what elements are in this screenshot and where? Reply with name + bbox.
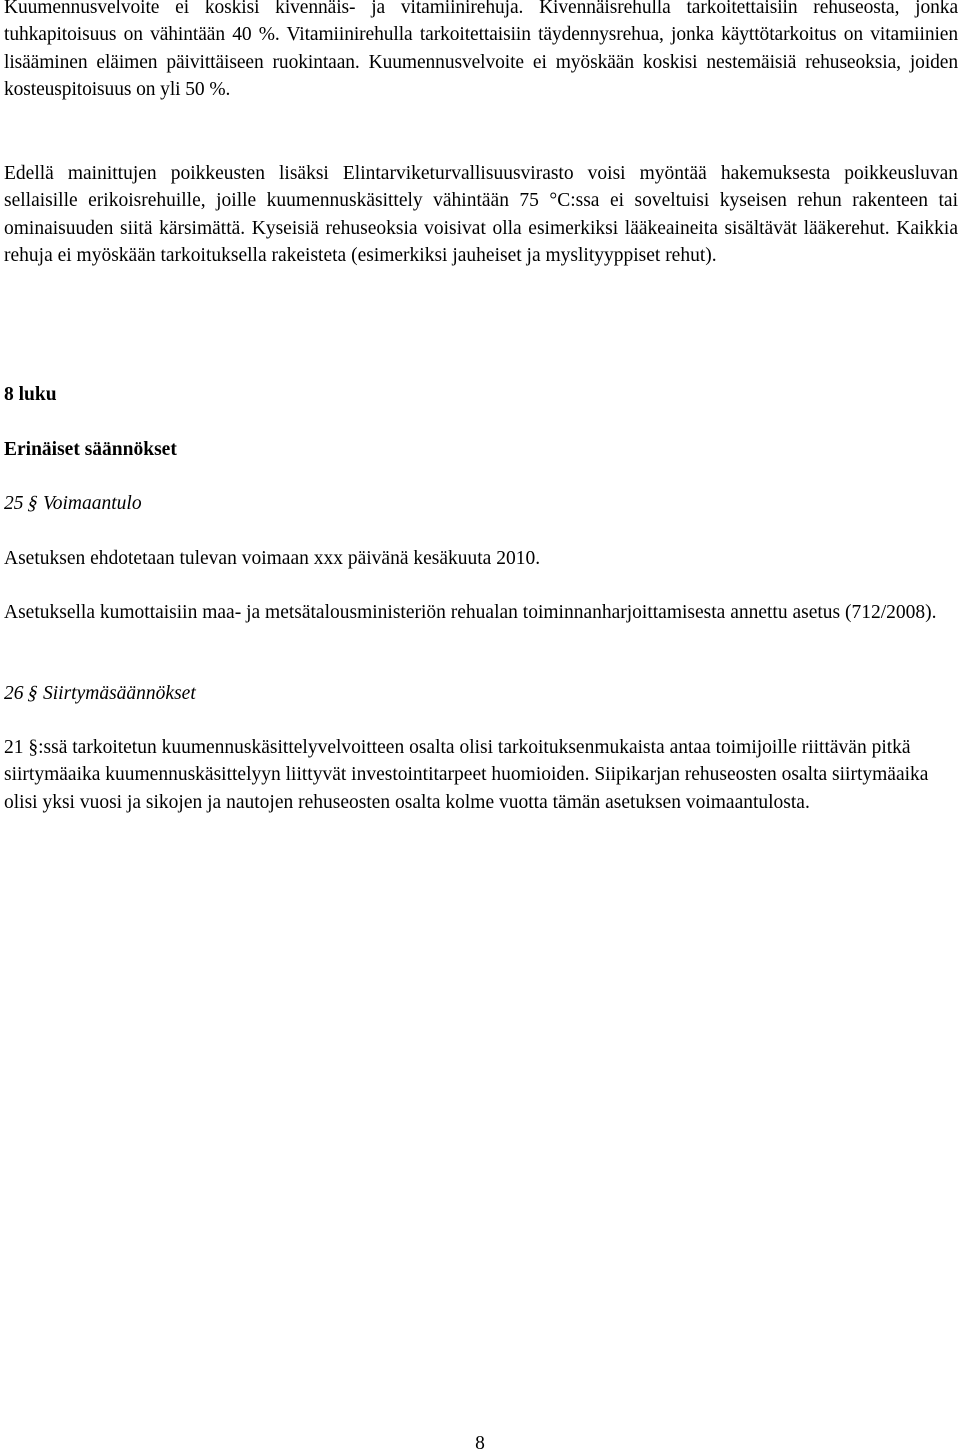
page-number: 8: [475, 1433, 485, 1454]
paragraph-special-feeds: Edellä mainittujen poikkeusten lisäksi Elintarviketurvallisuusvirasto voisi myöntää hakemuksesta poikkeusluvan sellaisille erikoisrehuille, joille kuumennuskäsittely vähintään 75 °C:ssa ei soveltuisi kyseisen rehun rakenteen tai ominaisuuden siitä kärsimättä. Kyseisiä rehuseoksia voisivat olla esimerkiksi lääkeaineita sisältävät lääkerehut. Kaikkia rehuja ei myöskään tarkoituksella rakeisteta (esimerkiksi jauheiset ja myslityyppiset rehut).: [4, 163, 958, 267]
paragraph-transition-period: 21 §:ssä tarkoitetun kuumennuskäsittelyvelvoitteen osalta olisi tarkoituksenmukaista antaa toimijoille riittävän pitkä siirtymäaika kuumennuskäsittelyyn liittyvät investointitarpeet huomioiden. Siipikarjan rehuseosten osalta siirtymäaika olisi yksi vuosi ja sikojen ja nautojen rehuseosten osalta kolme vuotta tämän asetuksen voimaantulosta.: [4, 737, 929, 813]
section-26-title: Siirtymäsäännökset: [43, 683, 196, 704]
section-25-heading: [4, 490, 142, 517]
chapter-number: 8 luku: [4, 384, 57, 405]
section-25-number: 25: [4, 493, 24, 514]
paragraph-entry-into-force: Asetuksen ehdotetaan tulevan voimaan xxx päivänä kesäkuuta 2010.: [4, 548, 541, 569]
paragraph-repeal: Asetuksella kumottaisiin maa- ja metsätalousministeriön rehualan toiminnanharjoittamisesta annettu asetus (712/2008).: [4, 602, 937, 623]
section-sign: §: [25, 493, 41, 514]
section-26-heading: [4, 680, 196, 707]
paragraph-feed-exemptions: Kuumennusvelvoite ei koskisi kivennäis- ja vitamiinirehuja. Kivennäisrehulla tarkoitettaisiin rehuseosta, jonka tuhkapitoisuus on vähintään 40 %. Vitamiinirehulla tarkoitettaisiin täydennysrehua, jonka käyttötarkoitus on vitamiinien lisääminen eläimen päivittäiseen ruokintaan. Kuumennusvelvoite ei myöskään koskisi nestemäisiä rehuseoksia, joiden kosteuspitoisuus on yli 50 %.: [4, 0, 958, 101]
section-sign: §: [25, 683, 41, 704]
chapter-title: Erinäiset säännökset: [4, 439, 177, 460]
section-25-title: Voimaantulo: [43, 493, 142, 514]
section-26-number: 26: [4, 683, 24, 704]
